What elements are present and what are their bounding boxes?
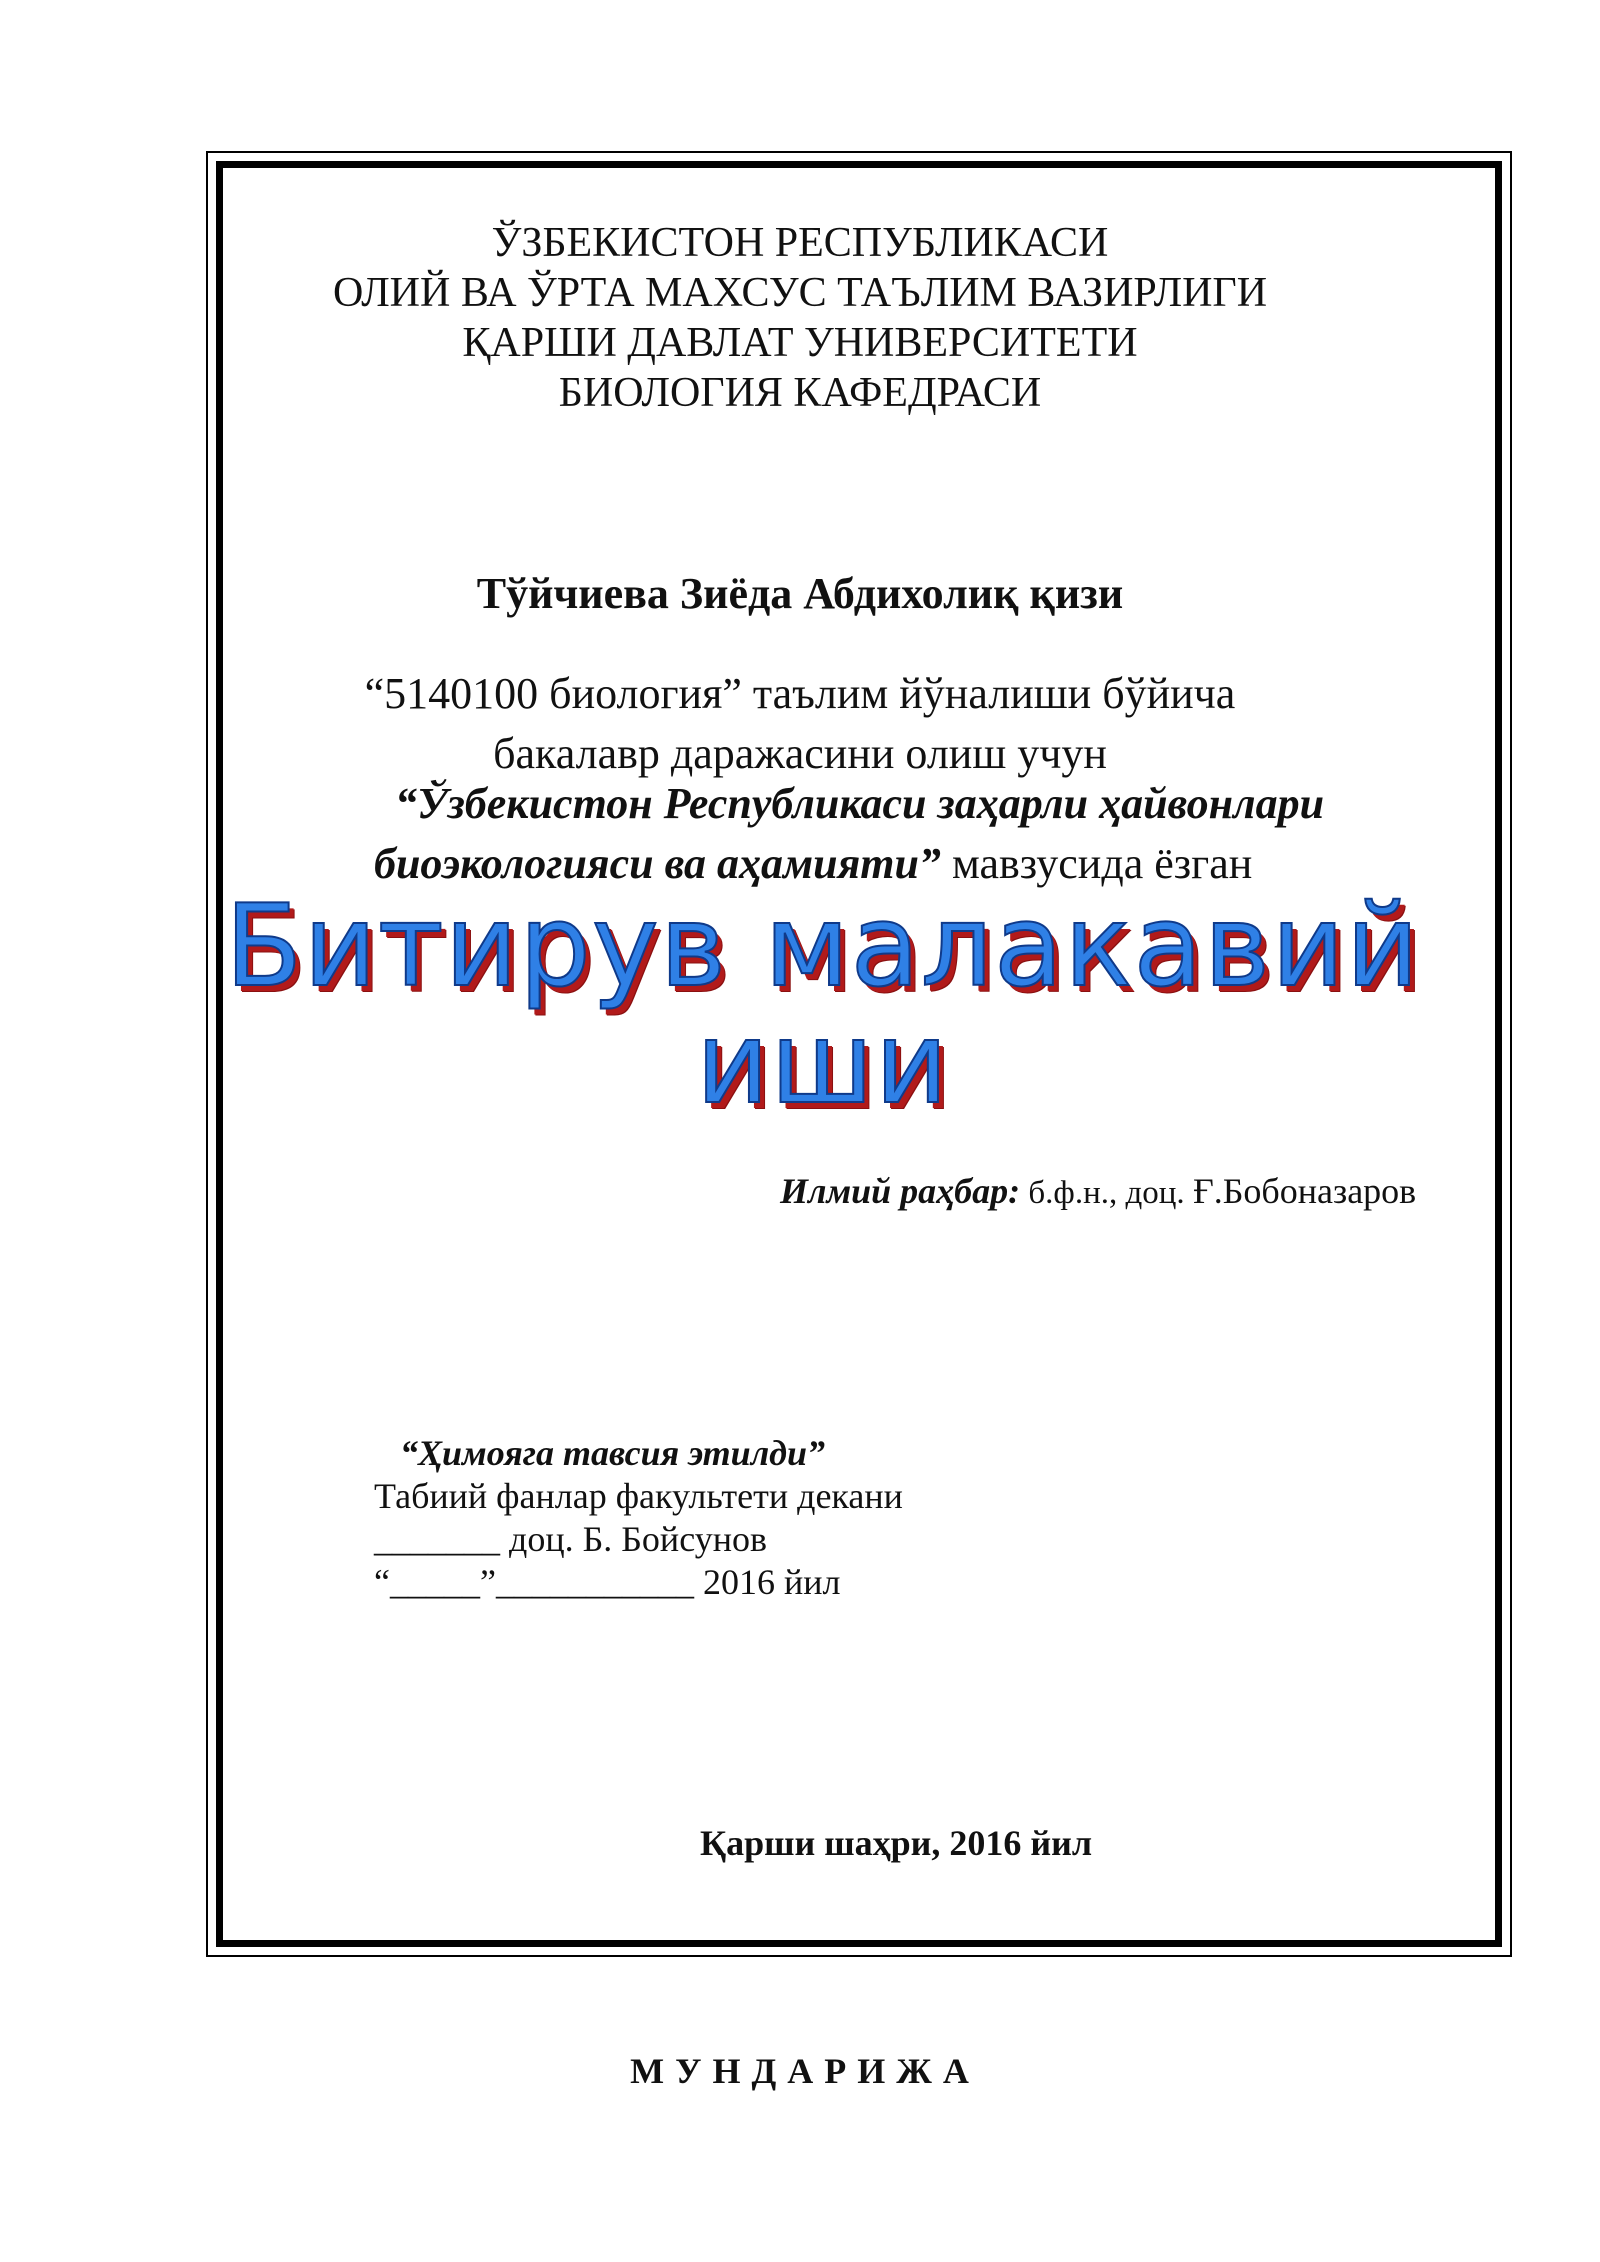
work-title-line-2: иши — [695, 997, 950, 1129]
topic-line-1: “Ўзбекистон Республикаси заҳарли ҳайвонлари — [395, 779, 1325, 828]
direction-line: “5140100 биология” таълим йўналиши бўйича — [364, 669, 1236, 718]
supervisor — [780, 1170, 1416, 1212]
header-republic: ЎЗБЕКИСТОН РЕСПУБЛИКАСИ — [491, 220, 1109, 266]
supervisor-label: Илмий раҳбар: — [780, 1171, 1021, 1211]
header-university: ҚАРШИ ДАВЛАТ УНИВЕРСИТЕТИ — [462, 320, 1138, 366]
degree-line: бакалавр даражасини олиш учун — [493, 729, 1107, 778]
supervisor-name: Ғ.Бобоназаров — [1192, 1171, 1417, 1211]
dean-signature-line: _______ доц. Б. Бойсунов — [374, 1519, 767, 1559]
supervisor-degree: б.ф.н., доц. — [1020, 1175, 1193, 1211]
contents-heading: М У Н Д А Р И Ж А — [630, 2051, 970, 2091]
header-ministry: ОЛИЙ ВА ЎРТА МАХСУС ТАЪЛИМ ВАЗИРЛИГИ — [332, 270, 1268, 316]
place-year: Қарши шаҳри, 2016 йил — [700, 1823, 1093, 1863]
header-department: БИОЛОГИЯ КАФЕДРАСИ — [558, 370, 1042, 416]
topic-line-2-bold: биоэкологияси ва аҳамияти” — [374, 839, 941, 888]
date-line: “_____”___________ 2016 йил — [374, 1562, 841, 1602]
defense-recommended: “Ҳимояга тавсия этилди” — [400, 1433, 826, 1473]
author-name: Тўйчиева Зиёда Абдихолиқ қизи — [476, 569, 1124, 618]
topic-line-2-rest: мавзусида ёзган — [940, 839, 1253, 888]
work-title-line-1: Битирув малакавий — [224, 880, 1421, 1012]
dean-title: Табиий фанлар факультети декани — [374, 1476, 903, 1516]
